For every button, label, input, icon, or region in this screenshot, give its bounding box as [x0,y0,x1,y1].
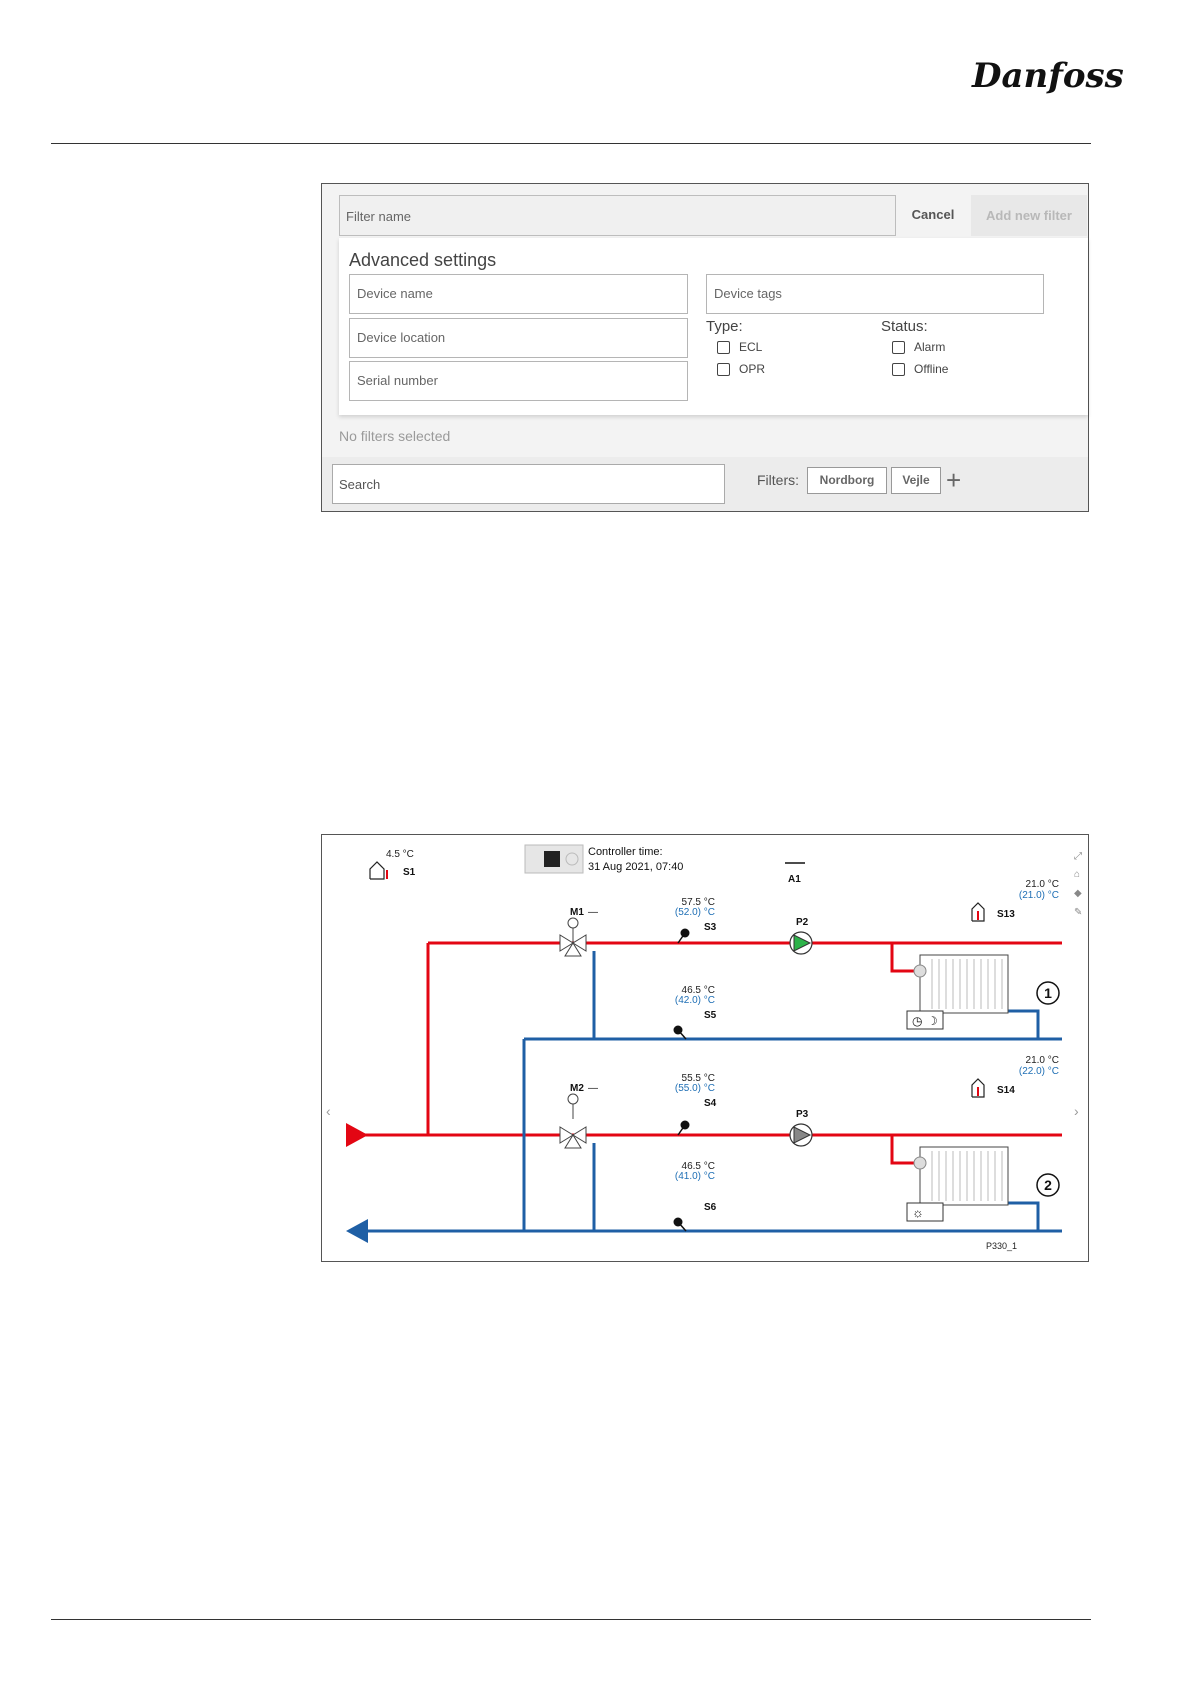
svg-text:S13: S13 [997,909,1015,920]
svg-text:(41.0) °C: (41.0) °C [674,1171,715,1182]
controller-time-value: 31 Aug 2021, 07:40 [588,861,684,873]
filter-name-input[interactable]: Filter name [339,195,896,236]
svg-text:M2: M2 [570,1083,584,1094]
radiator-circuit-2 [907,1147,1059,1221]
svg-text:S3: S3 [704,922,717,933]
svg-text:46.5 °C: 46.5 °C [681,985,715,996]
danfoss-logo [968,45,1124,105]
tag-icon[interactable]: ◆ [1074,888,1082,899]
svg-text:S14: S14 [997,1085,1015,1096]
add-new-filter-button[interactable]: Add new filter [971,195,1087,236]
add-filter-chip-icon[interactable]: + [946,465,962,495]
no-filters-text: No filters selected [339,428,451,444]
svg-text:(52.0) °C: (52.0) °C [674,907,715,918]
device-name-input[interactable]: Device name [349,274,688,314]
svg-text:—: — [588,907,598,918]
search-input[interactable]: Search [332,464,725,504]
return-outlet-arrow-icon [346,1219,368,1243]
advanced-settings-title: Advanced settings [349,250,497,270]
filter-chip-nordborg[interactable]: Nordborg [807,467,887,494]
clock-icon: ◷ [912,1014,923,1028]
svg-text:S5: S5 [704,1010,717,1021]
svg-text:(42.0) °C: (42.0) °C [674,995,715,1006]
svg-text:57.5 °C: 57.5 °C [681,897,715,908]
pump-p2[interactable] [790,917,812,954]
svg-text:21.0 °C: 21.0 °C [1025,1055,1059,1066]
svg-text:21.0 °C: 21.0 °C [1025,879,1059,890]
status-label: Status: [881,318,928,335]
radiator-circuit-1 [907,955,1059,1029]
supply-inlet-arrow-icon [346,1123,368,1147]
temp-sensor-s5 [674,985,717,1039]
pump-p3[interactable] [790,1109,812,1146]
fullscreen-icon[interactable]: ⤢ [1074,851,1082,862]
sun-icon: ☼ [912,1205,924,1220]
type-label: Type: [706,318,743,335]
checkbox[interactable] [717,341,730,354]
mixing-valve-m1[interactable] [560,907,598,956]
home-icon[interactable]: ⌂ [1074,869,1081,880]
svg-text:—: — [588,1083,598,1094]
status-option-alarm[interactable]: Alarm [892,340,945,354]
edit-icon[interactable]: ✎ [1074,907,1083,918]
controller-time-label: Controller time: [588,846,663,858]
svg-text:S4: S4 [704,1098,717,1109]
circuit-1-number: 1 [1044,985,1052,1001]
controller-widget[interactable] [525,845,683,873]
house-icon [370,862,384,879]
logo-text: Danfoss [972,56,1124,96]
room-sensor-s14 [972,1055,1059,1097]
mixing-valve-m2[interactable] [560,1083,598,1148]
checkbox[interactable] [892,363,905,376]
s1-label: S1 [403,867,416,878]
next-arrow-icon[interactable]: › [1074,1103,1079,1119]
temp-sensor-s3 [675,897,717,943]
type-option-opr[interactable]: OPR [717,362,765,376]
figure-id: P330_1 [986,1241,1018,1251]
svg-text:46.5 °C: 46.5 °C [681,1161,715,1172]
footer-divider [51,1619,1091,1620]
cancel-button[interactable]: Cancel [911,207,955,222]
moon-icon: ☽ [927,1014,938,1028]
circuit-2-number: 2 [1044,1177,1052,1193]
svg-text:P2: P2 [796,917,809,928]
header-divider [51,143,1091,144]
svg-text:M1: M1 [570,907,584,918]
type-option-ecl[interactable]: ECL [717,340,762,354]
svg-text:(55.0) °C: (55.0) °C [674,1083,715,1094]
svg-text:(22.0) °C: (22.0) °C [1018,1066,1059,1077]
temp-sensor-s4 [675,1073,717,1135]
checkbox[interactable] [892,341,905,354]
alarm-label: A1 [788,874,801,885]
filter-chip-vejle[interactable]: Vejle [891,467,941,494]
heating-diagram [321,834,1089,1262]
checkbox[interactable] [717,363,730,376]
svg-text:S6: S6 [704,1202,717,1213]
temp-sensor-s6 [674,1161,717,1231]
svg-text:P3: P3 [796,1109,809,1120]
outdoor-sensor [370,849,416,879]
svg-text:55.5 °C: 55.5 °C [681,1073,715,1084]
status-option-offline[interactable]: Offline [892,362,948,376]
room-sensor-s13 [972,879,1059,921]
prev-arrow-icon[interactable]: ‹ [326,1103,331,1119]
device-location-input[interactable]: Device location [349,318,688,358]
filters-label: Filters: [757,472,799,488]
device-tags-input[interactable]: Device tags [706,274,1044,314]
serial-number-input[interactable]: Serial number [349,361,688,401]
s1-value: 4.5 °C [386,849,414,860]
svg-text:(21.0) °C: (21.0) °C [1018,890,1059,901]
